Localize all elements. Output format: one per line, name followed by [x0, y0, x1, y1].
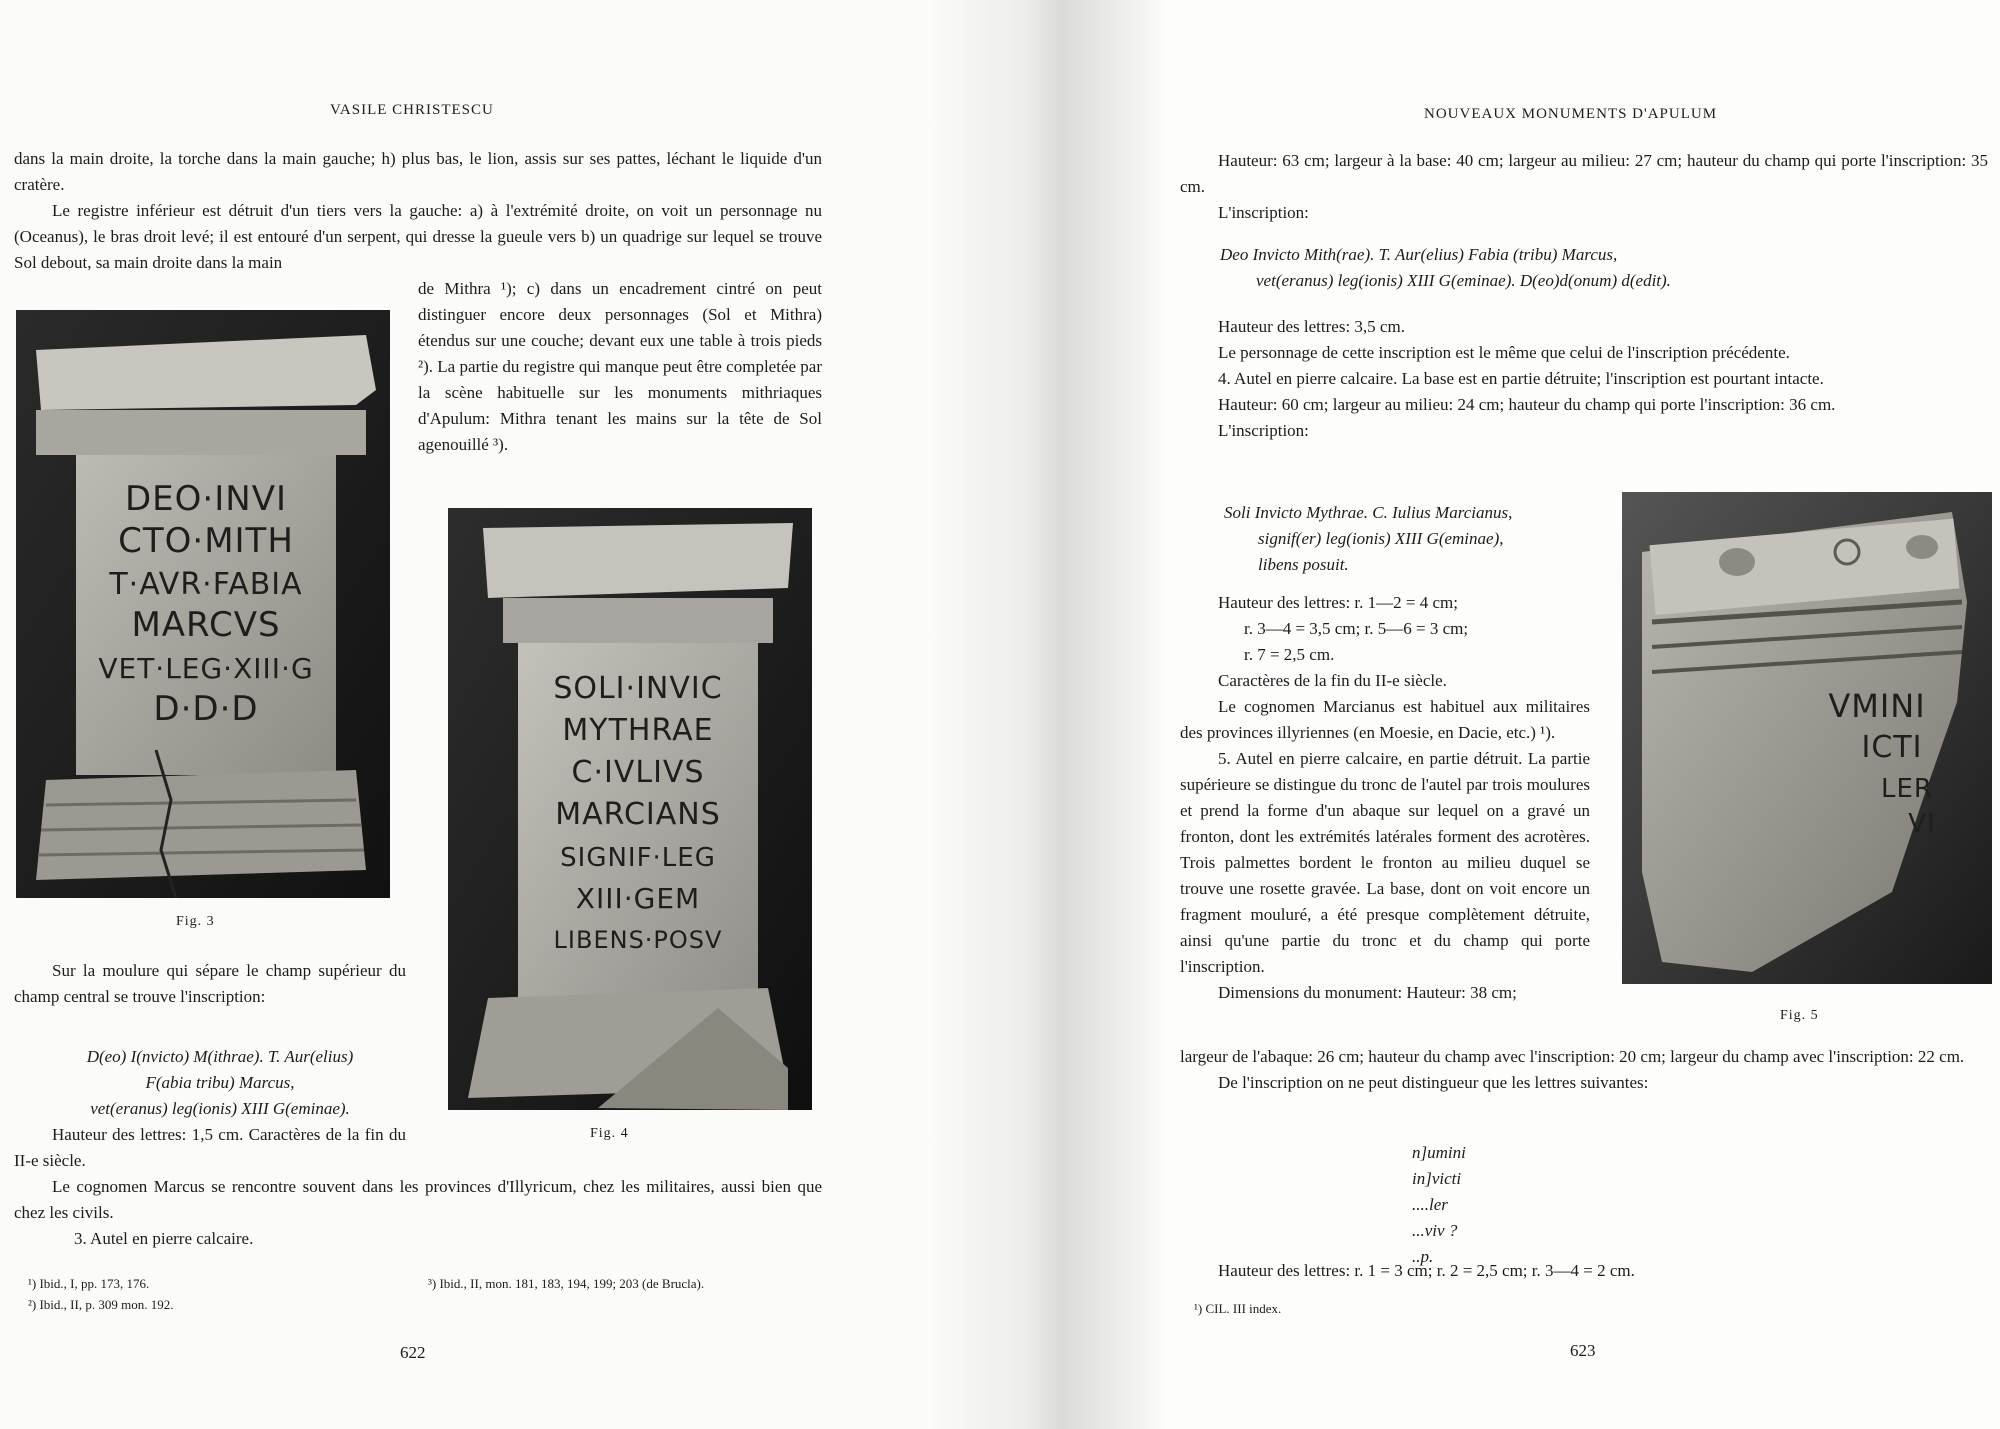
inscription-transcription: Soli Invicto Mythrae. C. Iulius Marcianus, signif(er) leg(ionis) XIII G(eminae), libens posuit.	[1224, 503, 1513, 574]
inscription-transcription: n]umini in]victi ....ler ...viv ? ..p.	[1412, 1143, 1466, 1266]
altar-photo	[16, 310, 390, 898]
footnotes: ¹) Ibid., I, pp. 173, 176. ²) Ibid., II, p. 309 mon. 192.	[28, 1276, 174, 1312]
svg-text:MYTHRAE: MYTHRAE	[562, 713, 714, 748]
svg-text:SIGNIF·LEG: SIGNIF·LEG	[560, 843, 716, 873]
svg-text:CTO·MITH: CTO·MITH	[118, 521, 294, 561]
svg-text:XIII·GEM: XIII·GEM	[575, 882, 701, 915]
svg-text:LER: LER	[1881, 774, 1933, 804]
paragraph: Hauteur des lettres: 1,5 cm. Caractères de la fin du II-e siècle.	[14, 1125, 406, 1170]
svg-text:C·IVLIVS: C·IVLIVS	[571, 755, 705, 790]
paragraph: Le cognomen Marcus se rencontre souvent dans les provinces d'Illyricum, chez les militaires, aussi bien que chez les civils. 3. Autel en pierre calcaire.	[14, 1177, 822, 1248]
altar-photo	[448, 508, 812, 1110]
figure-3-caption: Fig. 3	[176, 914, 215, 929]
paragraph: Hauteur des lettres: 3,5 cm. Le personnage de cette inscription est le même que celui de l'inscription précédente. 4. Autel en pierre calcaire. La base est en partie détruite; l'inscription est pourtant intacte. Hauteur: 60 cm; largeur au milieu: 24 cm; hauteur du champ qui porte l'inscription: 36 cm. L'inscription:	[1218, 317, 1836, 440]
figure-3-photo	[16, 310, 390, 898]
svg-text:MARCIANS: MARCIANS	[555, 797, 721, 832]
paragraph: Hauteur des lettres: r. 1 = 3 cm; r. 2 = 2,5 cm; r. 3—4 = 2 cm.	[1218, 1261, 1635, 1280]
paragraph: Hauteur des lettres: r. 1—2 = 4 cm; r. 3—4 = 3,5 cm; r. 5—6 = 3 cm; r. 7 = 2,5 cm. Caractères de la fin du II-e siècle. Le cognomen Marcianus est habituel aux militaires des provinces illyriennes (en Moesie, en Dacie, etc.) ¹). 5. Autel en pierre calcaire, en partie détruit. La partie supérieure se distingue du tronc de l'autel par trois moulures et prend la forme d'un abaque sur lequel on a gravé un fronton, dont les extrémités latérales forment des acrotères. Trois palmettes bordent le fronton au milieu duquel se trouve une rosette gravée. La base, dont on voit encore un fragment mouluré, a été presque complètement détruite, ainsi qu'une partie du tronc et du champ qui porte l'inscription. Dimensions du monument: Hauteur: 38 cm;	[1180, 593, 1590, 1002]
svg-text:MARCVS: MARCVS	[131, 605, 281, 645]
svg-text:SOLI·INVIC: SOLI·INVIC	[553, 671, 723, 706]
paragraph: Sur la moulure qui sépare le champ supérieur du champ central se trouve l'inscription:	[14, 961, 406, 1006]
svg-text:D·D·D: D·D·D	[153, 689, 259, 729]
figure-5-photo	[1622, 492, 1992, 984]
paragraph: dans la main droite, la torche dans la main gauche; h) plus bas, le lion, assis sur ses pattes, léchant le liquide d'un cratère. Le registre inférieur est détruit d'un tiers vers la gauche: a) à l'extrémité droite, on voit un personnage nu (Oceanus), le bras droit levé; il est entouré d'un serpent, qui dresse la gueule vers b) un quadrige sur lequel se trouve Sol debout, sa main droite dans la main	[14, 149, 822, 272]
page-number: 623	[1570, 1341, 1596, 1360]
inscription-transcription: Deo Invicto Mith(rae). T. Aur(elius) Fabia (tribu) Marcus, vet(eranus) leg(ionis) XIII G(eminae). D(eo)d(onum) d(edit).	[1220, 245, 1671, 290]
paragraph-column: de Mithra ¹); c) dans un encadrement cintré on peut distinguer encore deux personnages (Sol et Mithra) étendus sur une couche; devant eux une table à trois pieds ²). La partie du registre qui manque peut être completée par la scène habituelle sur les monuments mithriaques d'Apulum: Mithra tenant les mains sur la tête de Sol agenouillé ³).	[418, 279, 822, 454]
footnote: ¹) CIL. III index.	[1194, 1301, 1282, 1316]
running-head-right: NOUVEAUX MONUMENTS D'APULUM	[1424, 106, 1718, 122]
paragraph: largeur de l'abaque: 26 cm; hauteur du champ avec l'inscription: 20 cm; largeur du champ avec l'inscription: 22 cm. De l'inscription on ne peut distingueur que les lettres suivantes:	[1180, 1047, 1965, 1092]
svg-text:DEO·INVI: DEO·INVI	[125, 479, 287, 519]
svg-text:T·AVR·FABIA: T·AVR·FABIA	[109, 567, 303, 602]
running-head-left: VASILE CHRISTESCU	[330, 102, 494, 118]
svg-text:LIBENS·POSV: LIBENS·POSV	[553, 926, 723, 954]
footnote: ³) Ibid., II, mon. 181, 183, 194, 199; 203 (de Brucla).	[428, 1276, 705, 1291]
altar-fragment-photo	[1622, 492, 1992, 984]
right-page	[1000, 0, 2000, 1429]
figure-5-caption: Fig. 5	[1780, 1008, 1819, 1023]
paragraph: Hauteur: 63 cm; largeur à la base: 40 cm; largeur au milieu: 27 cm; hauteur du champ qui porte l'inscription: 35 cm. L'inscription:	[1180, 151, 1988, 222]
svg-text:VMINI: VMINI	[1828, 687, 1926, 725]
inscription-transcription: D(eo) I(nvicto) M(ithrae). T. Aur(elius) F(abia tribu) Marcus, vet(eranus) leg(ionis) XIII G(eminae).	[86, 1047, 354, 1118]
page-number: 622	[400, 1343, 426, 1362]
svg-text:VI: VI	[1908, 809, 1936, 839]
svg-text:ICTI: ICTI	[1861, 730, 1923, 765]
figure-4-photo	[448, 508, 812, 1110]
fig4-inscription	[553, 671, 722, 954]
svg-text:VET·LEG·XIII·G: VET·LEG·XIII·G	[98, 652, 314, 685]
figure-4-caption: Fig. 4	[590, 1126, 629, 1141]
